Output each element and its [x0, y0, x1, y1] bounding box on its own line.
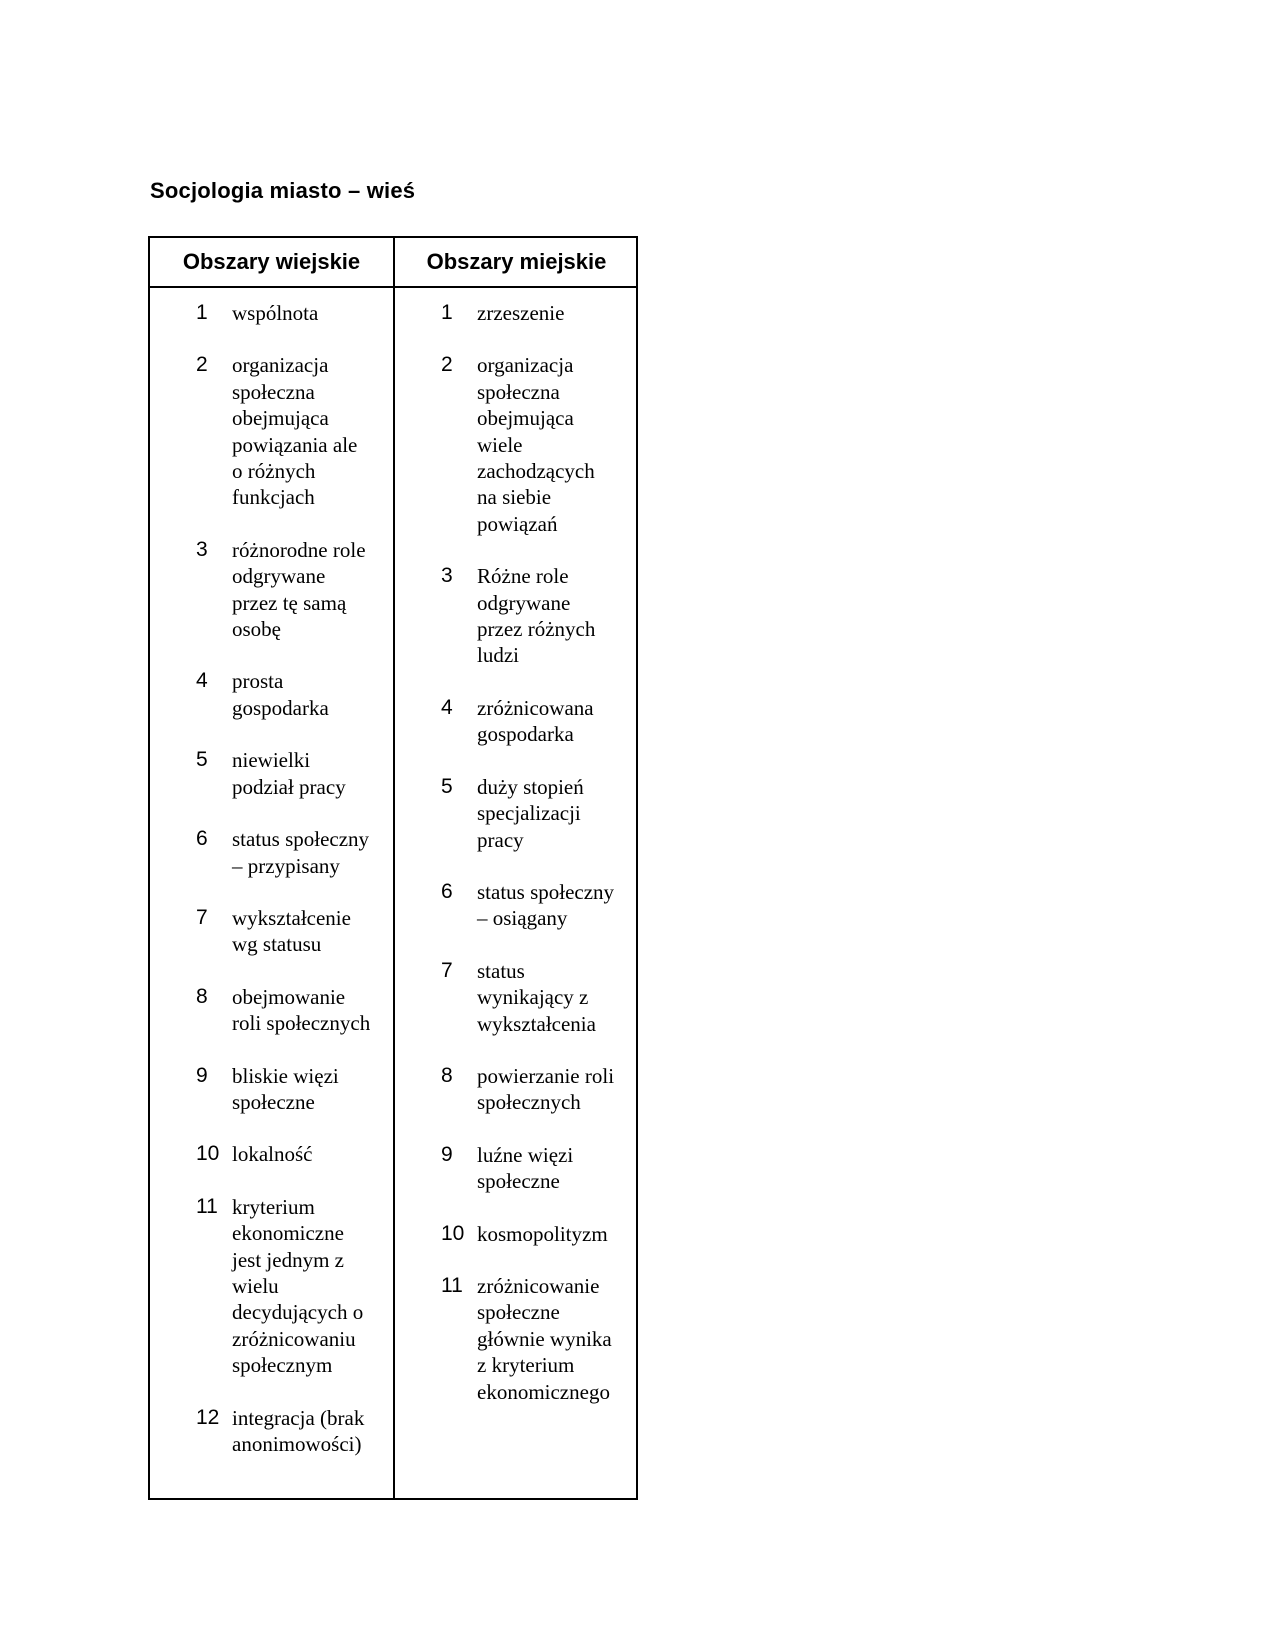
header-rural: Obszary wiejskie [182, 249, 361, 274]
item-text: kosmopolityzm [477, 1221, 608, 1246]
item-text: niewielki podział pracy [232, 748, 346, 799]
item-number: 8 [441, 1063, 453, 1087]
item-number: 4 [441, 695, 453, 719]
urban-list [395, 300, 638, 1431]
item-number: 3 [441, 564, 453, 588]
item-number: 6 [441, 879, 453, 903]
item-number: 9 [441, 1142, 453, 1166]
item-number: 2 [196, 353, 208, 377]
item-text: status społeczny – osiągany [477, 879, 615, 931]
item-number: 9 [196, 1063, 208, 1087]
list-item [150, 300, 393, 326]
item-text: powierzanie roli społecznych [477, 1063, 615, 1115]
item-number: 6 [196, 827, 208, 851]
header-divider [150, 286, 636, 288]
item-text: organizacja społeczna obejmująca powiązania ale o różnych funkcjach [232, 353, 358, 510]
item-number: 11 [441, 1273, 463, 1297]
item-number: 3 [196, 537, 208, 561]
item-text: kryterium ekonomiczne jest jednym z wielu decydujących o zróżnicowaniu społecznym [232, 1194, 364, 1378]
item-text: Różne role odgrywane przez różnych ludzi [477, 564, 596, 668]
item-number: 7 [441, 958, 453, 982]
list-item [150, 668, 393, 721]
item-text: duży stopień specjalizacji pracy [477, 774, 584, 852]
list-item [150, 1194, 393, 1379]
list-item [395, 774, 638, 853]
item-text: luźne więzi społeczne [477, 1142, 574, 1194]
list-item [150, 1141, 393, 1167]
item-text: prosta gospodarka [232, 669, 329, 720]
list-item [150, 1405, 393, 1458]
list-item [395, 1273, 638, 1405]
page-title: Socjologia miasto – wieś [150, 178, 416, 203]
item-text: organizacja społeczna obejmująca wiele zachodzących na siebie powiązań [477, 353, 595, 536]
item-number: 10 [196, 1142, 220, 1166]
item-number: 8 [196, 984, 208, 1008]
list-item [395, 695, 638, 748]
list-item [150, 826, 393, 879]
item-text: zróżnicowana gospodarka [477, 695, 594, 747]
header-urban: Obszary miejskie [426, 249, 607, 274]
list-item [150, 352, 393, 510]
item-text: zrzeszenie [477, 301, 565, 325]
item-number: 4 [196, 669, 208, 693]
item-text: zróżnicowanie społeczne głównie wynika z kryterium ekonomicznego [477, 1273, 612, 1404]
item-number: 5 [441, 774, 453, 798]
list-item [395, 1063, 638, 1116]
item-text: obejmowanie roli społecznych [232, 984, 371, 1036]
list-item [395, 352, 638, 537]
list-item [150, 984, 393, 1037]
item-number: 10 [441, 1221, 465, 1245]
list-item [150, 1063, 393, 1116]
item-text: bliskie więzi społeczne [232, 1063, 339, 1114]
item-text: lokalność [232, 1142, 313, 1167]
comparison-table [148, 236, 638, 1500]
rural-list [150, 300, 393, 1483]
list-item [150, 905, 393, 958]
list-item [395, 1221, 638, 1247]
list-item [395, 1142, 638, 1195]
item-text: wspólnota [232, 301, 319, 325]
item-text: wykształcenie wg statusu [232, 905, 351, 957]
list-item [150, 537, 393, 643]
list-item [150, 747, 393, 800]
item-text: status wynikający z wykształcenia [477, 958, 596, 1036]
item-number: 7 [196, 905, 208, 929]
list-item [395, 300, 638, 326]
item-number: 1 [196, 301, 208, 324]
item-text: różnorodne role odgrywane przez tę samą osobę [232, 537, 366, 642]
list-item [395, 879, 638, 932]
item-number: 2 [441, 353, 453, 377]
item-number: 5 [196, 748, 208, 772]
list-item [395, 563, 638, 669]
item-text: integracja (brak anonimowości) [232, 1405, 365, 1456]
item-number: 12 [196, 1405, 220, 1429]
item-number: 1 [441, 301, 453, 324]
item-text: status społeczny – przypisany [232, 827, 370, 878]
list-item [395, 958, 638, 1037]
item-number: 11 [196, 1194, 218, 1218]
